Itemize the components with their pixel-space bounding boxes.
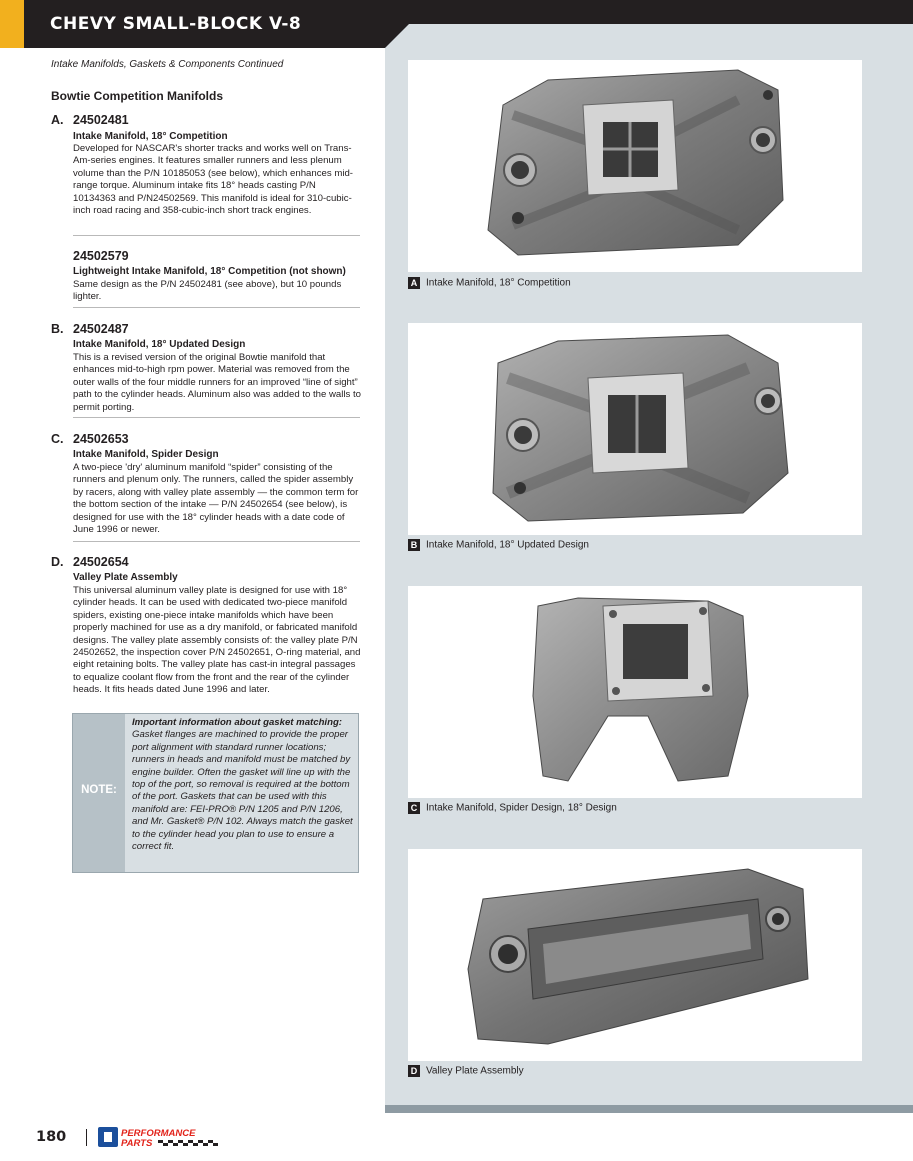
item-letter: C. <box>51 432 64 446</box>
product-description: This universal aluminum valley plate is designed for use with 18° cylinder heads. It can be used with dedicated two-piece manifold spiders, existing one-piece intake manifolds which have been properly machined for use as a dry manifold, or fabricated manifold designs. The valley plate assembly consists of: the valley plate P/N 24502652, the inspection cover P/N 24502651, O-ring material, and eight retaining bolts. The valley plate has cast-in integral passages to equalize coolant flow from the front and the rear of the cylinder heads. It fits heads dated June 1996 and later. <box>73 585 361 696</box>
figure-caption-b <box>408 539 589 551</box>
subheading: Intake Manifolds, Gaskets & Components Continued <box>51 59 284 70</box>
part-number: 24502654 <box>73 555 129 569</box>
product-description: Same design as the P/N 24502481 (see above), but 10 pounds lighter. <box>73 279 342 303</box>
product-description: This is a revised version of the original Bowtie manifold that enhances mid-to-high rpm power. Material was removed from the outer walls of the four middle runners for an improved “line of sight” path to the cylinder heads. Aluminum also was added to the walls to permit porting. <box>73 352 361 413</box>
note-label-column <box>73 714 125 872</box>
figure-caption-a <box>408 277 571 289</box>
performance-parts-logo <box>98 1126 224 1149</box>
figure-tag: B <box>408 539 420 551</box>
product-description: A two-piece 'dry' aluminum manifold “spider” consisting of the runners and plenum only. The runners, called the spider assembly by racers, along with valley plate assembly — the common term for the bottom section of the intake — P/N 24502654 (see below), is designed for use with the 18° cylinder heads with a date code of June 1996 or newer. <box>73 462 359 536</box>
product-name: Valley Plate Assembly <box>73 572 178 583</box>
panel-top <box>409 24 913 48</box>
note-body: Gasket flanges are machined to provide the proper port alignment with standard runner locations; runners in heads and manifold must be matched by engine builder. Often the gasket will line up with the top of the port, so removal is required at the bottom of the port. Gaskets that can be used with this manifold are: FEI-PRO® P/N 1205 and P/N 1206, and Mr. Gasket® P/N 102. Always match the gasket to the cylinder head you plan to use to ensure a correct fit. <box>132 729 353 853</box>
item-letter: B. <box>51 322 64 336</box>
product-name: Intake Manifold, 18° Updated Design <box>73 339 246 350</box>
figure-caption-c <box>408 802 617 814</box>
panel-corner <box>385 24 409 48</box>
note-title: Important information about gasket matching: <box>132 717 343 728</box>
note-label: NOTE: <box>81 784 117 796</box>
photo-intake-manifold-updated <box>408 323 862 535</box>
photo-intake-manifold-spider <box>408 586 862 798</box>
part-number: 24502487 <box>73 322 129 336</box>
note-text <box>132 717 356 853</box>
section-heading: Bowtie Competition Manifolds <box>51 89 223 103</box>
page-number: 180 <box>36 1129 67 1145</box>
panel-bottom-rule <box>385 1105 913 1113</box>
divider <box>73 541 360 542</box>
page-title: CHEVY SMALL-BLOCK V-8 <box>50 14 302 34</box>
caption-text: Intake Manifold, Spider Design, 18° Design <box>426 802 617 814</box>
figure-tag: D <box>408 1065 420 1077</box>
footer-divider <box>86 1129 87 1146</box>
item-letter: A. <box>51 113 64 127</box>
logo-text-performance: PERFORMANCE <box>121 1128 196 1139</box>
figure-caption-d <box>408 1065 524 1077</box>
part-number: 24502653 <box>73 432 129 446</box>
divider <box>73 417 360 418</box>
caption-text: Intake Manifold, 18° Competition <box>426 277 571 289</box>
part-number: 24502579 <box>73 249 129 263</box>
logo-text-parts: PARTS <box>121 1138 153 1149</box>
product-name: Intake Manifold, Spider Design <box>73 449 219 460</box>
item-letter: D. <box>51 555 64 569</box>
caption-text: Intake Manifold, 18° Updated Design <box>426 539 589 551</box>
note-box <box>72 713 359 873</box>
divider <box>73 235 360 236</box>
caption-text: Valley Plate Assembly <box>426 1065 524 1077</box>
divider <box>73 307 360 308</box>
photo-valley-plate-assembly <box>408 849 862 1061</box>
part-number: 24502481 <box>73 113 129 127</box>
figure-tag: A <box>408 277 420 289</box>
product-name: Intake Manifold, 18° Competition <box>73 131 228 142</box>
figure-tag: C <box>408 802 420 814</box>
header-accent <box>0 0 24 48</box>
photo-intake-manifold-competition <box>408 60 862 272</box>
product-description: Developed for NASCAR's shorter tracks and works well on Trans-Am-series engines. It features smaller runners and less plenum volume than the P/N 10185053 (see below), which enhances mid-range torque. Aluminum intake fits 18° heads casting P/N 10134363 and P/N24502569. This manifold is ideal for 310-cubic-inch road racing and 358-cubic-inch short track engines. <box>73 143 353 217</box>
product-name: Lightweight Intake Manifold, 18° Competition (not shown) <box>73 266 346 277</box>
